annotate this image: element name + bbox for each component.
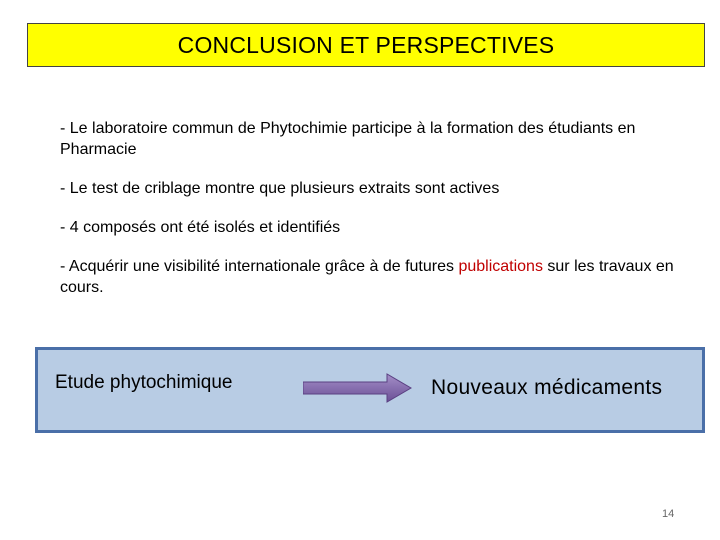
bullet-item: - Le laboratoire commun de Phytochimie participe à la formation des étudiants en Pharmacie (60, 120, 636, 158)
title-box (27, 23, 705, 67)
bullet-item (60, 256, 680, 298)
bullet-item: - Le test de criblage montre que plusieurs extraits sont actives (60, 180, 500, 197)
bullet-list (60, 118, 680, 316)
slide-title: CONCLUSION ET PERSPECTIVES (177, 31, 555, 58)
page-number: 14 (662, 508, 675, 520)
flow-right-label: Nouveaux médicaments (431, 376, 663, 399)
bullet-text: - Acquérir une visibilité internationale grâce à de futures (60, 258, 459, 275)
flow-left-label: Etude phytochimique (55, 372, 233, 393)
bullet-text: sur les travaux en cours. (60, 258, 674, 296)
highlighted-word: publications (458, 258, 543, 275)
right-arrow-icon (303, 372, 413, 404)
bullet-item: - 4 composés ont été isolés et identifiés (60, 219, 341, 236)
flow-box (35, 347, 705, 433)
